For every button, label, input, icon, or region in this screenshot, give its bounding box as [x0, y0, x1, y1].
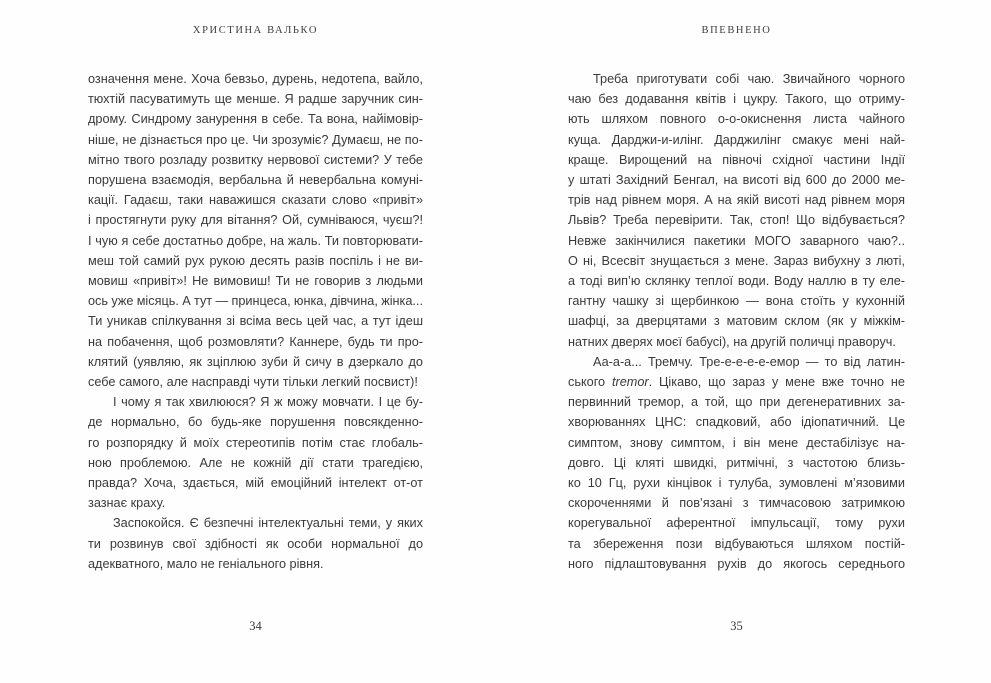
italic-term: tremor: [611, 375, 649, 390]
text-line: ною проблемою. Але не кожній дії стати трагедією,: [88, 455, 424, 470]
text-line: Ти уникав спілкування зі всіма весь цей час, а тут ідеш: [88, 314, 424, 329]
left-page: [88, 0, 423, 683]
running-head-chapter: ВПЕВНЕНО: [701, 25, 772, 36]
text-line: себе самого, але насправді чути тільки легкий посвист)!: [88, 375, 418, 390]
text-line: куща. Дарджи-и-илінг. Дарджилінг смакує мені най-: [568, 132, 905, 147]
text-line: І чую я себе достатньо добре, на жаль. Ти повторювати-: [88, 233, 423, 248]
text-line: означення мене. Хоча бевзьо, дурень, недотепа, вайло,: [88, 72, 423, 86]
text-line: Треба приготувати собі чаю. Звичайного чорного: [593, 72, 906, 86]
text-line: меш той самий рух рукою десять разів поспіль і не ви-: [88, 253, 423, 268]
text-line: скороченнями й пов’язані з тимчасовою затримкою: [568, 496, 906, 511]
text-line: довго. Ці кляті швидкі, ритмічні, з частотою близь-: [568, 455, 905, 470]
text-line: ось уже місяць. А тут — принцеса, юнка, дівчина, жінка...: [88, 294, 423, 309]
text-line: ніше, не дізнається про це. Чи зрозуміє? Думаєш, не по-: [88, 132, 423, 147]
text-line: на побачення, щоб розмовляти? Каннере, будь ти про-: [88, 334, 424, 349]
right-text-block: [568, 69, 905, 574]
text-line: первинний тремор, а той, що при дегенеративних за-: [568, 395, 905, 410]
text-line: та збереження пози відбуваються шляхом постій-: [568, 536, 906, 551]
text-line: трів над рівнем моря. А на якій висоті над рівнем моря: [568, 193, 906, 208]
text-line: кації. Гадаєш, таки наважишся сказати слово «привіт»: [88, 193, 424, 208]
text-line: ного підлаштовування рухів до якогось середнього: [568, 556, 906, 571]
text-line: ти розвинув свої здібності як особи нормальної до: [88, 536, 423, 551]
text-line: Львів? Треба перевірити. Так, стоп! Що відбувається?: [568, 213, 905, 228]
text-line: порушена взаємодія, вербальна й невербальна комуні-: [88, 173, 424, 188]
text-line: хворюваннях ЦНС: спадковий, або ідіопатичний. Це: [568, 415, 906, 430]
page-number-left: 34: [249, 619, 262, 633]
text-line: чаю без додавання квітів і цукру. Такого, що отриму-: [568, 92, 905, 107]
text-line: і простягнути руку для вітання? Ой, сумніваюся, чуєш?!: [88, 213, 424, 228]
text-line: О ні, Всесвіт знущається з мене. Зараз вибухну з люті,: [568, 253, 906, 268]
text-line: симптом, знову симптом, і він мене дестабілізує на-: [568, 435, 905, 450]
text-line: мітно твого розладу розвитку нервової системи? У тебе: [88, 152, 423, 167]
text-line: ють шляхом повного о-о-окиснення листа чайного: [568, 112, 905, 127]
left-text-block: [88, 69, 423, 574]
text-line: тюхтій пасуватимуть ще менше. Я радше заручник син-: [88, 92, 424, 107]
text-line: натних дверях моєї бабусі), на другій поличці праворуч.: [568, 334, 896, 349]
text-line: зазнає краху.: [88, 496, 166, 511]
text-line: ко 10 Гц, рухи кінцівок і тулуба, зумовлені м’язовими: [568, 476, 905, 491]
text-line: гантну чашку зі щербинкою — вона стоїть у кухонній: [568, 294, 905, 309]
text-line: правда? Хоча, здається, мій емоційний інтелект от-от: [88, 476, 423, 491]
text-line: го розпорядку й моїх стереотипів потім стає глобаль-: [88, 435, 423, 450]
text-line: корегувальної аферентної імпульсації, тому рухи: [568, 516, 905, 531]
running-head-author: ХРИСТИНА ВАЛЬКО: [192, 25, 319, 36]
text-line: Заспокойся. Є безпечні інтелектуальні теми, у яких: [113, 516, 423, 531]
text-line: мовиш «привіт»! Не вимовиш! Ти не говорив з людьми: [88, 274, 423, 289]
text-line: ського tremor. Цікаво, що зараз у мене вже точно не: [568, 375, 905, 390]
text-line: адекватного, мало не геніального рівня.: [88, 556, 324, 571]
text-line: а тоді вип’ю склянку теплої води. Воду наллю в ту еле-: [568, 274, 905, 289]
text-line: дрому. Синдрому занурення в себе. Та вона, найімовір-: [88, 112, 423, 127]
text-line: шафці, за дверцятами з матовим склом (як у міжкім-: [568, 314, 906, 329]
page-number-right: 35: [730, 619, 743, 633]
text-line: Аа-а-а... Тремчу. Тре-е-е-е-е-емор — то від латин-: [593, 354, 906, 369]
text-line: Невже закінчилися пакетики МОГО заварного чаю?..: [568, 233, 905, 248]
text-line: І чому я так хвилююся? Я ж можу мовчати. І це бу-: [113, 395, 424, 410]
text-line: у штаті Західний Бенгал, на висоті від 600 до 2000 ме-: [568, 173, 906, 188]
text-line: клятий (уявляю, як зціплюю зуби й сичу в дзеркало до: [88, 354, 423, 369]
text-line: краще. Вирощений на півночі східної частини Індії: [568, 152, 906, 167]
right-page: [568, 0, 905, 683]
text-line: де нормально, бо будь-яке порушення повсякденно-: [88, 415, 423, 430]
